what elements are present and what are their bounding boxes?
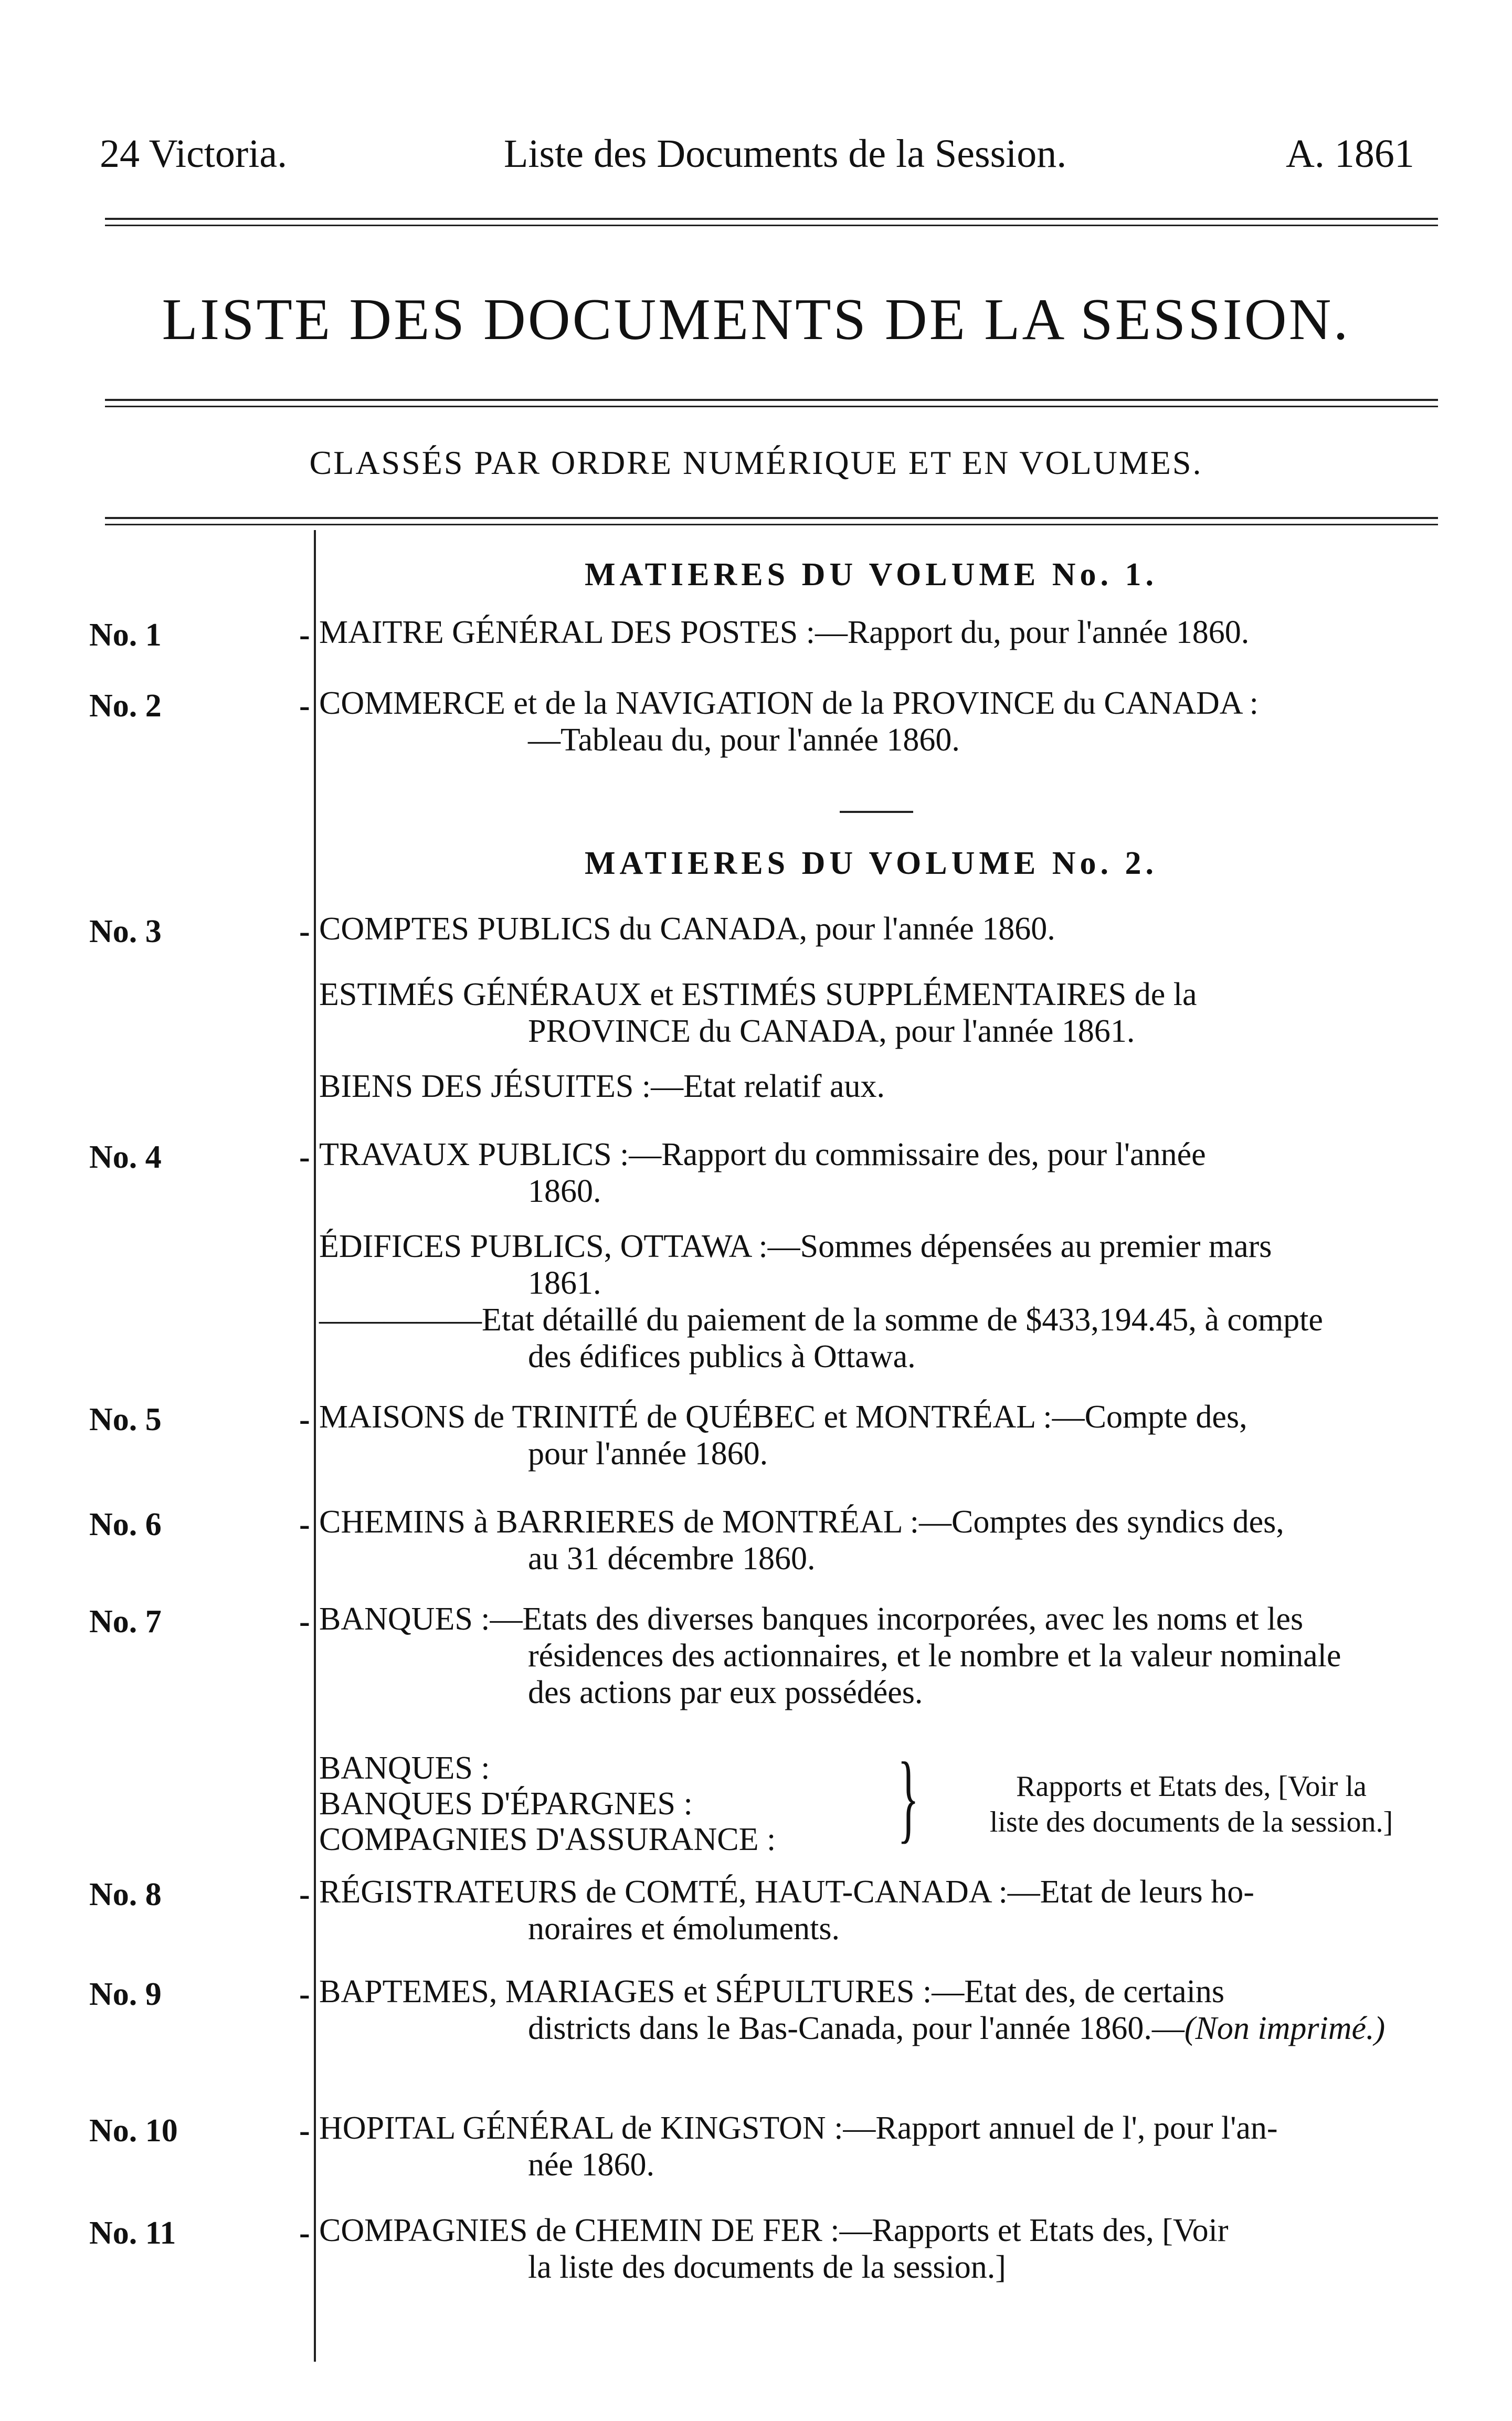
entry-text: BIENS DES JÉSUITES :—Etat relatif aux. <box>319 1069 885 1104</box>
entry-10 <box>319 2110 1429 2183</box>
entry-italic-note: (Non imprimé.) <box>1184 2011 1386 2046</box>
column-divider <box>314 530 316 2362</box>
volume-heading-2: MATIERES DU VOLUME No. 2. <box>584 845 1158 881</box>
entry-text-cont: des actions par eux possédées. <box>528 1675 923 1710</box>
title-rule-top <box>105 399 1438 401</box>
title-rule-bottom <box>105 406 1438 407</box>
entry-9 <box>319 1973 1429 2047</box>
subtitle-rule-top <box>105 517 1438 519</box>
entry-text: MAISONS de TRINITÉ de QUÉBEC et MONTRÉAL :—Compte des, <box>319 1399 1247 1435</box>
page-subtitle: CLASSÉS PAR ORDRE NUMÉRIQUE ET EN VOLUMES. <box>309 444 1203 481</box>
entry-number-2: No. 2 - <box>89 688 310 724</box>
entry-number-1: No. 1 - <box>89 617 310 653</box>
entry-text-cont: 1861. <box>528 1265 601 1301</box>
entry-number-5: No. 5 - <box>89 1402 310 1437</box>
entry-2 <box>319 685 1429 758</box>
banques-item: BANQUES D'ÉPARGNES : <box>319 1786 693 1822</box>
entry-text: COMPTES PUBLICS du CANADA, pour l'année 1860. <box>319 911 1055 947</box>
entry-number-3: No. 3 - <box>89 914 310 949</box>
entry-number-8: No. 8 - <box>89 1877 310 1912</box>
entry-7 <box>319 1601 1429 1711</box>
entry-text: CHEMINS à BARRIERES de MONTRÉAL :—Comptes des syndics des, <box>319 1504 1284 1540</box>
entry-text: ÉDIFICES PUBLICS, OTTAWA :—Sommes dépensées au premier mars <box>319 1229 1272 1264</box>
entry-5 <box>319 1399 1429 1472</box>
entry-text: RÉGISTRATEURS de COMTÉ, HAUT-CANADA :—Etat de leurs ho- <box>319 1874 1254 1910</box>
entry-number-4: No. 4 - <box>89 1139 310 1175</box>
running-head-left: 24 Victoria. <box>100 132 288 176</box>
entry-text: MAITRE GÉNÉRAL DES POSTES :—Rapport du, pour l'année 1860. <box>319 615 1250 650</box>
entry-text: COMMERCE et de la NAVIGATION de la PROVINCE du CANADA : <box>319 685 1259 721</box>
header-rule-bottom <box>105 225 1438 226</box>
entry-number-6: No. 6 - <box>89 1507 310 1542</box>
running-head-center: Liste des Documents de la Session. <box>504 132 1067 176</box>
entry-text: COMPAGNIES de CHEMIN DE FER :—Rapports et Etats des, [Voir <box>319 2213 1229 2248</box>
entry-text-cont: des édifices publics à Ottawa. <box>528 1339 916 1375</box>
volume-heading-1: MATIERES DU VOLUME No. 1. <box>584 557 1158 593</box>
entry-8 <box>319 1874 1429 1947</box>
entry-text-cont: résidences des actionnaires, et le nombre et la valeur nominale <box>528 1638 1341 1674</box>
banques-group-note: Rapports et Etats des, [Voir la liste des documents de la session.] <box>989 1770 1393 1838</box>
entry-number-7: No. 7 - <box>89 1604 310 1640</box>
entry-number-11: No. 11 - <box>89 2215 310 2251</box>
entry-text-cont: districts dans le Bas-Canada, pour l'année 1860.—(Non imprimé.) <box>528 2011 1386 2046</box>
subtitle-rule-bottom <box>105 524 1438 525</box>
entry-number-10: No. 10 - <box>89 2113 310 2149</box>
entry-text-cont: pour l'année 1860. <box>528 1436 768 1472</box>
entry-text: TRAVAUX PUBLICS :—Rapport du commissaire des, pour l'année <box>319 1137 1206 1172</box>
entry-1 <box>319 614 1429 651</box>
entry-text-cont: la liste des documents de la session.] <box>528 2249 1006 2285</box>
entry-6 <box>319 1504 1429 1577</box>
entry-text-cont: 1860. <box>528 1174 601 1209</box>
entry-text-cont: noraires et émoluments. <box>528 1911 840 1947</box>
banques-item: COMPAGNIES D'ASSURANCE : <box>319 1822 776 1857</box>
banques-item: BANQUES : <box>319 1750 490 1786</box>
running-head-right: A. 1861 <box>1286 132 1414 176</box>
entry-11 <box>319 2212 1429 2286</box>
entry-text: BANQUES :—Etats des diverses banques incorporées, avec les noms et les <box>319 1601 1304 1637</box>
entry-text-cont: —Tableau du, pour l'année 1860. <box>528 722 960 758</box>
entry-text: HOPITAL GÉNÉRAL de KINGSTON :—Rapport annuel de l', pour l'an- <box>319 2110 1278 2146</box>
entry-4c <box>319 1302 1429 1375</box>
page-title: LISTE DES DOCUMENTS DE LA SESSION. <box>162 287 1350 352</box>
entry-text: —————Etat détaillé du paiement de la somme de $433,194.45, à compte <box>319 1302 1323 1338</box>
entry-3 <box>319 911 1429 947</box>
entry-text-cont: au 31 décembre 1860. <box>528 1541 816 1577</box>
entry-number-9: No. 9 - <box>89 1976 310 2012</box>
entry-text-cont: PROVINCE du CANADA, pour l'année 1861. <box>528 1013 1135 1049</box>
entry-text: ESTIMÉS GÉNÉRAUX et ESTIMÉS SUPPLÉMENTAIRES de la <box>319 977 1197 1012</box>
entry-text: BAPTEMES, MARIAGES et SÉPULTURES :—Etat des, de certains <box>319 1974 1225 2010</box>
section-separator <box>840 811 913 813</box>
entry-4 <box>319 1136 1429 1210</box>
banques-group-list <box>319 1750 776 1857</box>
brace-symbol: } <box>897 1742 919 1853</box>
header-rule-top <box>105 218 1438 220</box>
entry-4b <box>319 1228 1429 1302</box>
entry-3b <box>319 976 1429 1050</box>
entry-3c <box>319 1068 1429 1105</box>
entry-text-cont: née 1860. <box>528 2147 655 2183</box>
